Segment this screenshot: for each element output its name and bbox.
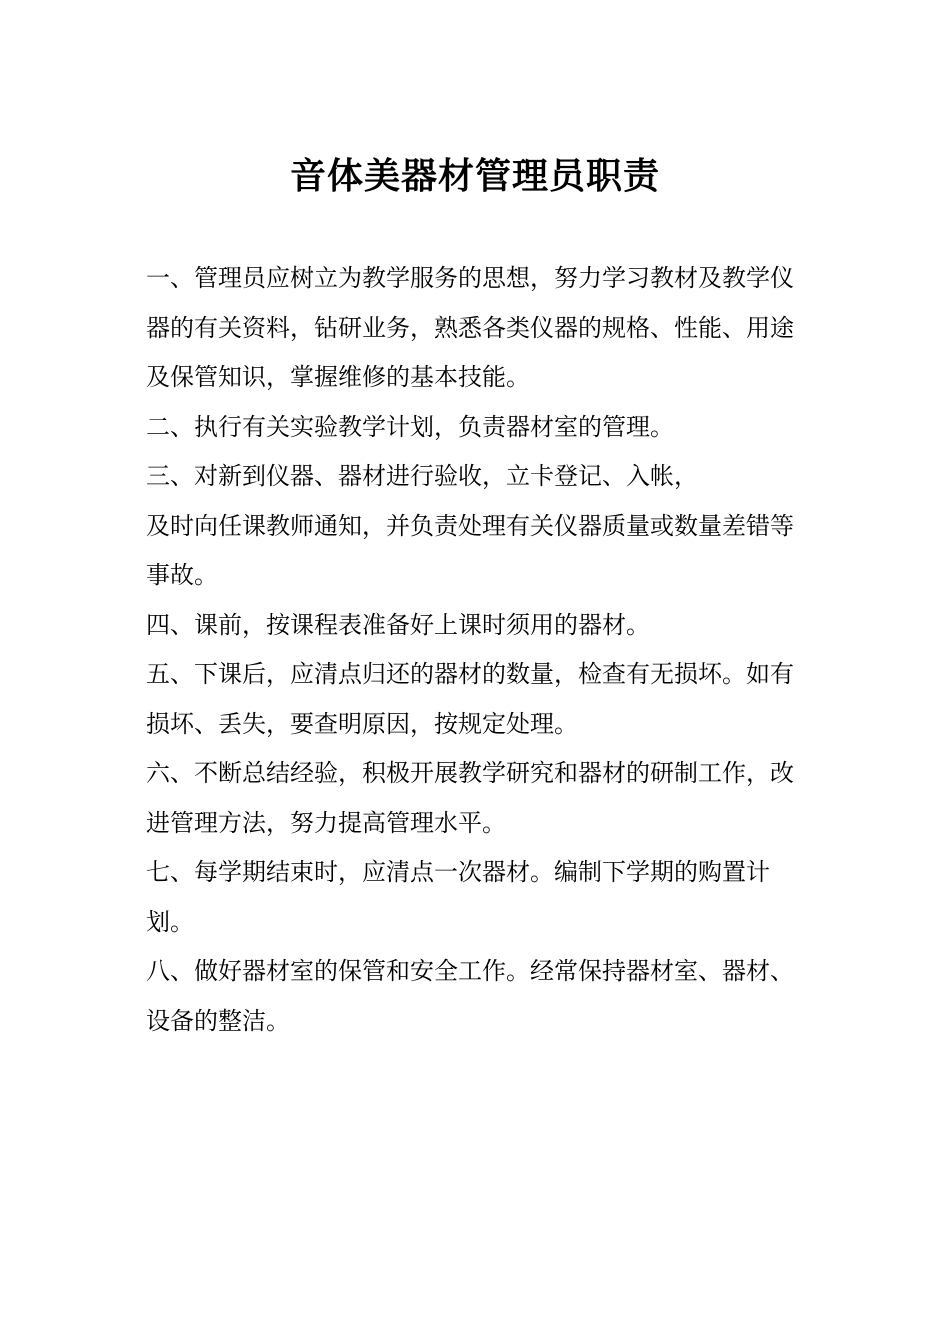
paragraph-7: 七、每学期结束时，应清点一次器材。编制下学期的购置计划。 [146, 858, 770, 936]
document-body [146, 254, 816, 1046]
paragraph-6: 六、不断总结经验，积极开展教学研究和器材的研制工作，改进管理方法，努力提高管理水平。 [146, 759, 794, 837]
paragraph-3: 三、对新到仪器、器材进行验收，立卡登记、入帐， [146, 462, 698, 490]
paragraph-3-continued: 及时向任课教师通知，并负责处理有关仪器质量或数量差错等事故。 [146, 511, 794, 589]
paragraph-4: 四、课前，按课程表准备好上课时须用的器材。 [146, 610, 650, 639]
paragraph-5: 五、下课后，应清点归还的器材的数量，检查有无损坏。如有损坏、丢失，要查明原因，按规定处理。 [146, 660, 794, 738]
paragraph-8: 八、做好器材室的保管和安全工作。经常保持器材室、器材、设备的整洁。 [146, 957, 794, 1035]
paragraph-1: 一、管理员应树立为教学服务的思想，努力学习教材及教学仪器的有关资料，钻研业务，熟悉各类仪器的规格、性能、用途及保管知识，掌握维修的基本技能。 [146, 264, 794, 391]
document-title: 音体美器材管理员职责 [289, 155, 660, 197]
paragraph-2: 二、执行有关实验教学计划，负责器材室的管理。 [146, 412, 674, 441]
